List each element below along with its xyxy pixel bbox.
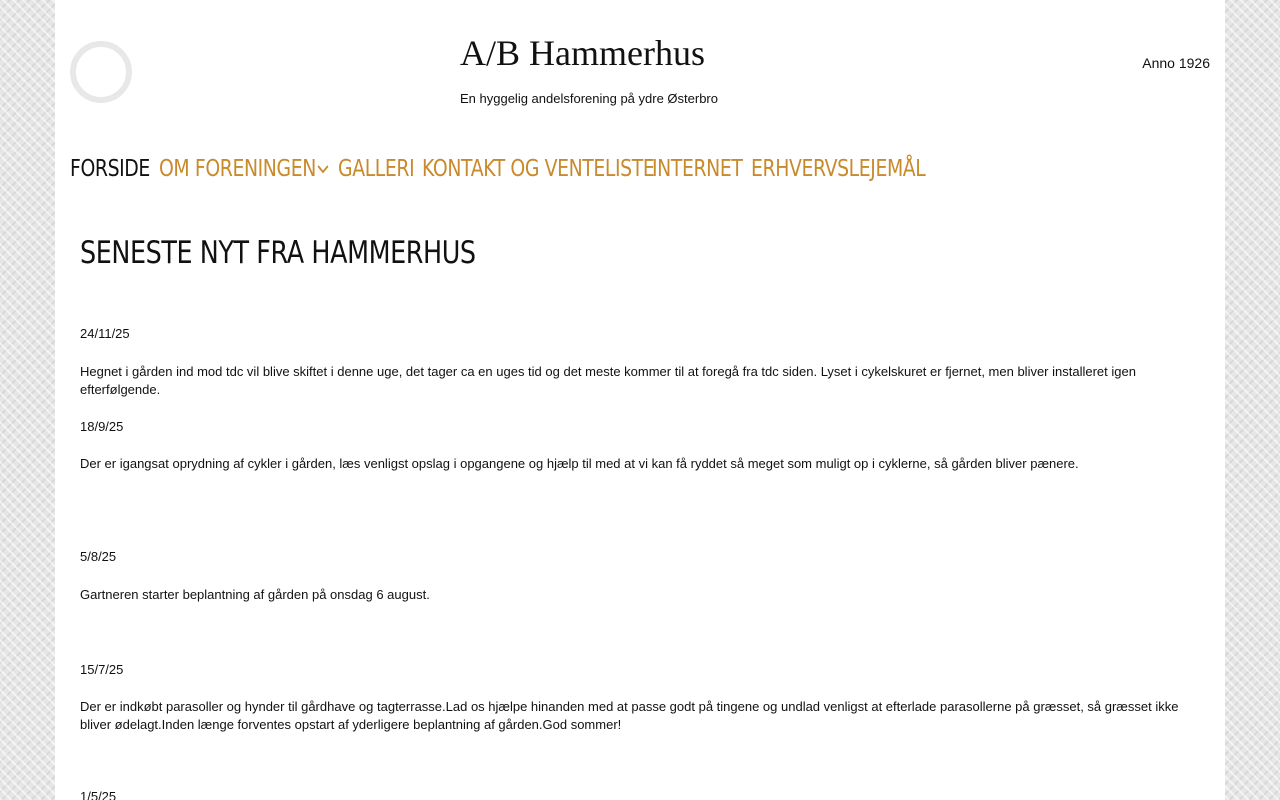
news-date: 5/8/25	[80, 549, 117, 564]
nav-item-label: OM FORENINGEN	[159, 156, 316, 182]
nav-item-erhvervslejemaal[interactable]: ERHVERVSLEJEMÅL	[751, 156, 926, 182]
news-date: 1/5/25	[80, 789, 117, 800]
page-title: SENESTE NYT FRA HAMMERHUS	[80, 235, 476, 271]
nav-item-galleri[interactable]: GALLERI	[338, 156, 415, 182]
nav-item-om-foreningen[interactable]	[159, 152, 329, 186]
news-text: Gartneren starter beplantning af gården på onsdag 6 august.	[80, 587, 430, 602]
nav-item-forside[interactable]: FORSIDE	[70, 156, 150, 182]
main-nav	[70, 152, 931, 186]
news-text: Hegnet i gården ind mod tdc vil blive skiftet i denne uge, det tager ca en uges tid og det meste kommer til at foregå fra tdc siden. Lyset i cykelskuret er fjernet, men bliver installeret igen efterfølgende.	[80, 364, 1136, 397]
site-tagline: En hyggelig andelsforening på ydre Østerbro	[460, 91, 718, 106]
chevron-down-icon	[318, 164, 329, 174]
logo-ring-icon[interactable]	[70, 41, 132, 103]
page-container	[55, 0, 1225, 800]
main-content	[80, 230, 1200, 800]
news-text: Der er indkøbt parasoller og hynder til gårdhave og tagterrasse.Lad os hjælpe hinanden med at passe godt på tingene og undlad venligst at efterlade parasollerne på græsset, så græsset ikke bliver ødelagt.Inden længe forventes opstart af yderligere beplantning af gården.God sommer!	[80, 699, 1179, 732]
nav-item-kontakt-og-venteliste[interactable]: KONTAKT OG VENTELISTE	[422, 156, 655, 182]
news-date: 24/11/25	[80, 326, 130, 341]
site-title[interactable]: A/B Hammerhus	[460, 33, 705, 73]
nav-item-internet[interactable]: INTERNET	[652, 156, 743, 182]
news-date: 15/7/25	[80, 662, 124, 677]
news-date: 18/9/25	[80, 419, 124, 434]
news-text: Der er igangsat oprydning af cykler i gården, læs venligst opslag i opgangene og hjælp til med at vi kan få ryddet så meget som muligt op i cyklerne, så gården bliver pænere.	[80, 456, 1079, 471]
anno-text: Anno 1926	[1142, 55, 1210, 71]
